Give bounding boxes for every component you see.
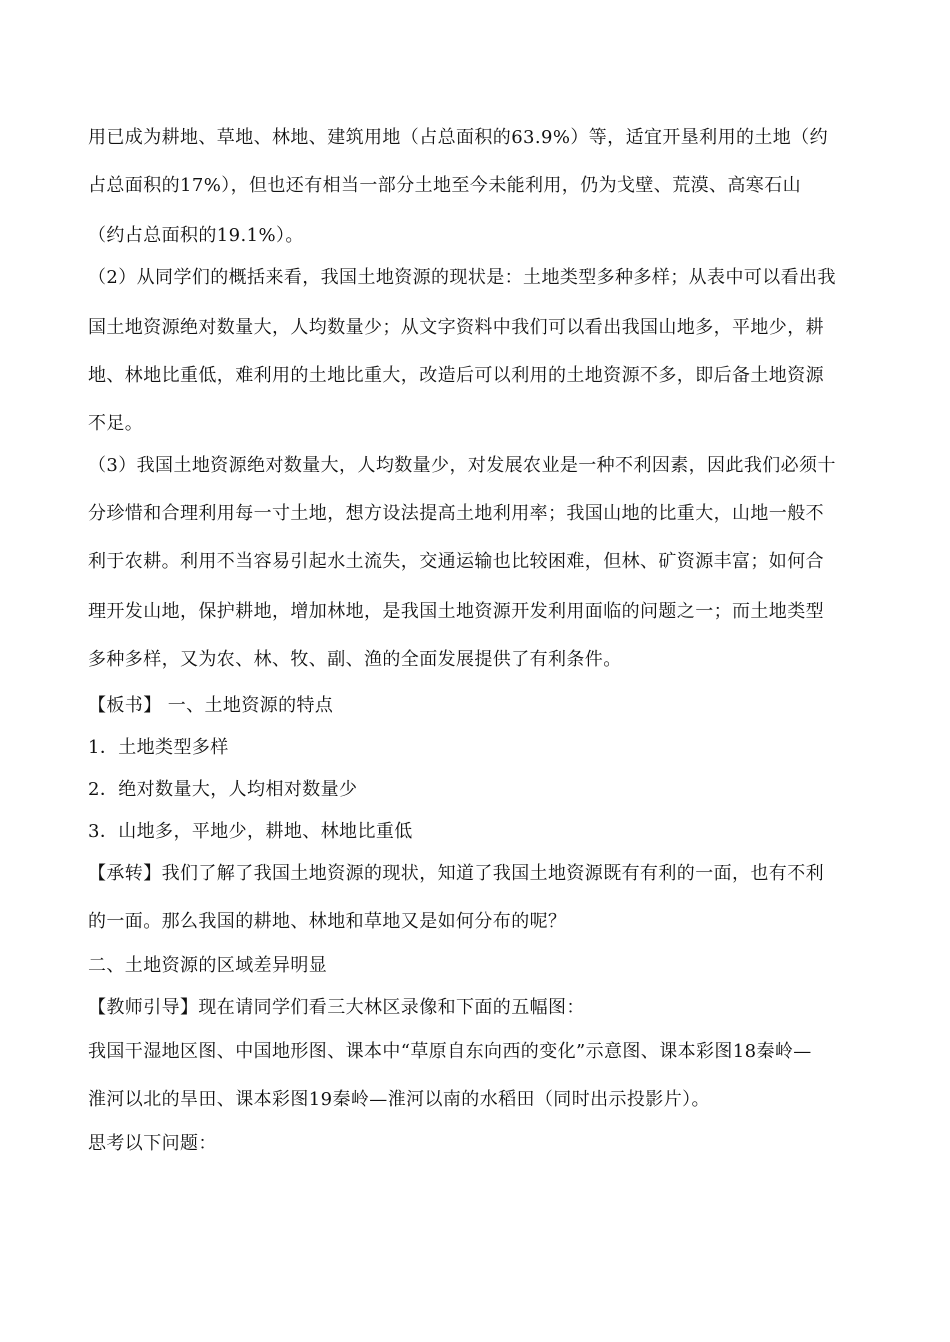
- text-line: 占总面积的17%），但也还有相当一部分土地至今未能利用，仍为戈壁、荒漠、高寒石山: [88, 175, 802, 196]
- text-line: 的一面。那么我国的耕地、林地和草地又是如何分布的呢？: [88, 911, 567, 932]
- text-line: 用已成为耕地、草地、林地、建筑用地（占总面积的63.9%）等，适宜开垦利用的土地（约: [88, 127, 828, 148]
- text-line: 【教师引导】现在请同学们看三大林区录像和下面的五幅图：: [88, 997, 585, 1018]
- text-line: 我国干湿地区图、中国地形图、课本中“草原自东向西的变化”示意图、课本彩图18秦岭—: [88, 1041, 812, 1062]
- list-item: 2．绝对数量大，人均相对数量少: [88, 779, 358, 800]
- list-item: 3．山地多，平地少，耕地、林地比重低: [88, 821, 413, 842]
- section-heading: 二、土地资源的区域差异明显: [88, 955, 328, 976]
- section-heading: 【板书】 一、土地资源的特点: [88, 695, 334, 716]
- text-line: 【承转】我们了解了我国土地资源的现状，知道了我国土地资源既有有利的一面，也有不利: [88, 863, 824, 884]
- list-item: 1．土地类型多样: [88, 737, 229, 758]
- text-line: 利于农耕。利用不当容易引起水土流失，交通运输也比较困难，但林、矿资源丰富；如何合: [88, 551, 824, 572]
- text-line: 多种多样，又为农、林、牧、副、渔的全面发展提供了有利条件。: [88, 649, 622, 670]
- text-line: （3）我国土地资源绝对数量大，人均数量少，对发展农业是一种不利因素，因此我们必须十: [88, 455, 836, 476]
- text-line: 地、林地比重低，难利用的土地比重大，改造后可以利用的土地资源不多，即后备土地资源: [88, 365, 824, 386]
- text-line: 国土地资源绝对数量大，人均数量少；从文字资料中我们可以看出我国山地多，平地少，耕: [88, 317, 824, 338]
- text-line: 不足。: [88, 413, 144, 434]
- text-line: （约占总面积的19.1%）。: [88, 225, 304, 246]
- text-line: 理开发山地，保护耕地，增加林地，是我国土地资源开发利用面临的问题之一；而土地类型: [88, 601, 824, 622]
- text-line: （2）从同学们的概括来看，我国土地资源的现状是：土地类型多种多样；从表中可以看出我: [88, 267, 836, 288]
- text-line: 淮河以北的旱田、课本彩图19秦岭—淮河以南的水稻田（同时出示投影片）。: [88, 1089, 710, 1110]
- text-line: 思考以下问题：: [88, 1133, 217, 1154]
- text-line: 分珍惜和合理利用每一寸土地，想方设法提高土地利用率；我国山地的比重大，山地一般不: [88, 503, 824, 524]
